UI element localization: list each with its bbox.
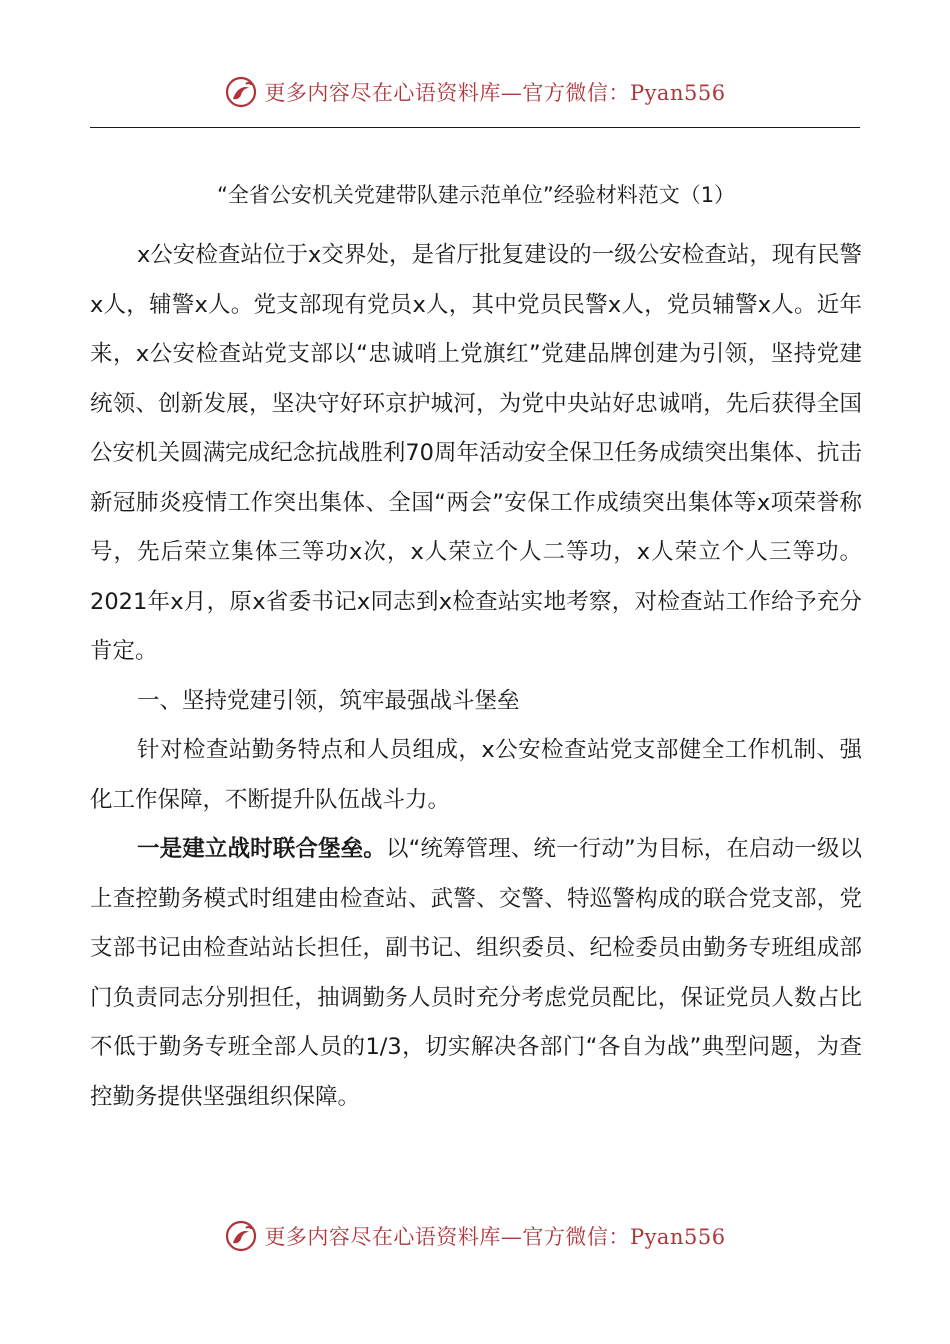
watermark-wechat-id: Pyan556 bbox=[629, 81, 726, 105]
watermark-text: 更多内容尽在心语资料库—官方微信： bbox=[264, 1225, 630, 1249]
header-watermark bbox=[0, 72, 950, 112]
paragraph-first-measure bbox=[90, 825, 862, 1122]
header-rule bbox=[90, 127, 860, 128]
section-heading-1: 一、坚持党建引领，筑牢最强战斗堡垒 bbox=[137, 687, 520, 714]
document-body bbox=[90, 175, 862, 1122]
watermark-text: 更多内容尽在心语资料库—官方微信： bbox=[264, 81, 630, 105]
paragraph-intro: x公安检查站位于x交界处，是省厅批复建设的一级公安检查站，现有民警x人，辅警x人。党支部现有党员x人，其中党员民警x人，党员辅警x人。近年来，x公安检查站党支部以“忠诚哨上党旗红”党建品牌创建为引领，坚持党建统领、创新发展，坚决守好环京护城河，为党中央站好忠诚哨，先后获得全国公安机关圆满完成纪念抗战胜利70周年活动安全保卫任务成绩突出集体、抗击新冠肺炎疫情工作突出集体、全国“两会”安保工作成绩突出集体等x项荣誉称号，先后荣立集体三等功x次，x人荣立个人二等功，x人荣立个人三等功。2021年x月，原x省委书记x同志到x检查站实地考察，对检查站工作给予充分肯定。 bbox=[90, 242, 862, 664]
watermark-wechat-id: Pyan556 bbox=[629, 1225, 726, 1249]
swan-logo-icon bbox=[224, 1219, 258, 1253]
swan-logo-icon bbox=[224, 75, 258, 109]
document-title: “全省公安机关党建带队建示范单位”经验材料范文（1） bbox=[216, 183, 736, 207]
footer-watermark bbox=[0, 1216, 950, 1256]
paragraph-section-intro: 针对检查站勤务特点和人员组成，x公安检查站党支部健全工作机制、强化工作保障，不断提升队伍战斗力。 bbox=[90, 737, 862, 813]
paragraph-first-measure-text: 以“统筹管理、统一行动”为目标，在启动一级以上查控勤务模式时组建由检查站、武警、交警、特巡警构成的联合党支部，党支部书记由检查站站长担任，副书记、组织委员、纪检委员由勤务专班组成部门负责同志分别担任，抽调勤务人员时充分考虑党员配比，保证党员人数占比不低于勤务专班全部人员的1/3，切实解决各部门“各自为战”典型问题，为查控勤务提供坚强组织保障。 bbox=[90, 836, 862, 1110]
bold-lead: 一是建立战时联合堡垒。 bbox=[137, 836, 386, 862]
